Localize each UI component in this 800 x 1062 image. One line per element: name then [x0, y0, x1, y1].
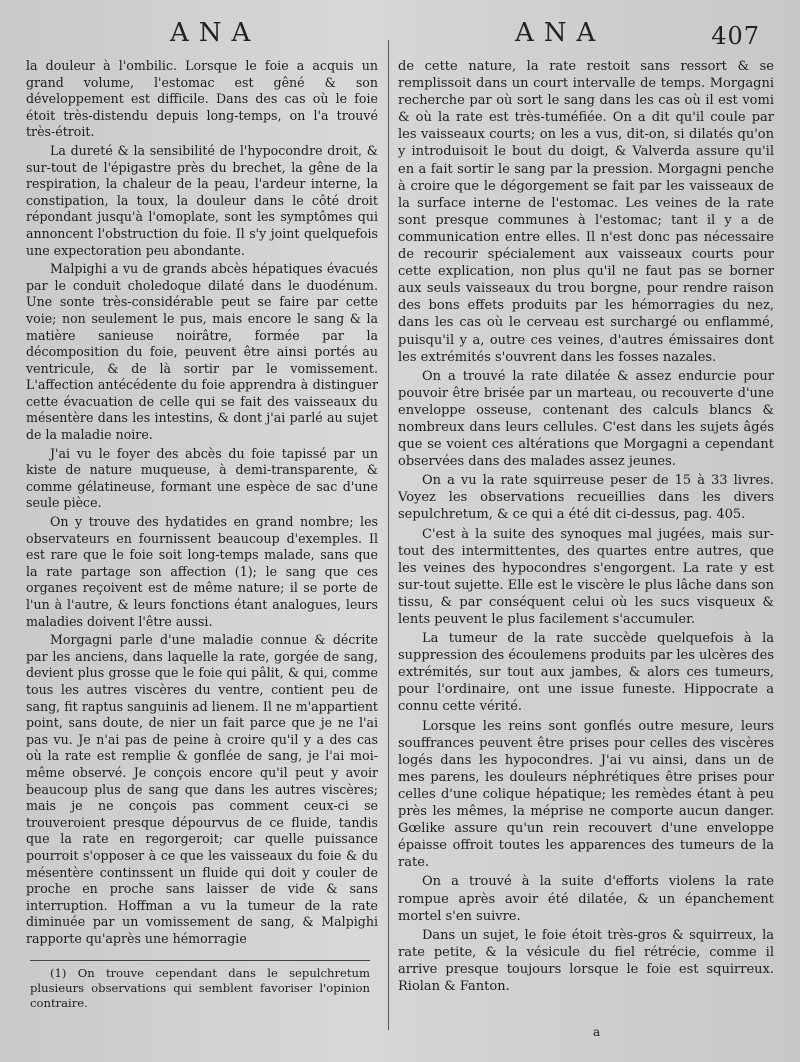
paragraph: On a trouvé la rate dilatée & assez endurcie pour pouvoir être brisée par un marteau, ou recouverte d'une enveloppe osseuse, contenant des calculs blancs & nombreux dans leurs cellules. C'est dans les sujets âgés que se voient ces altérations que Morgagni a cependant observées dans des malades assez jeunes.: [398, 368, 774, 470]
paragraph: Malpighi a vu de grands abcès hépatiques évacués par le conduit choledoque dilaté dans le duodénum. Une sonte très-considérable peut se faire par cette voie; non seulement le pus, mais encore le sang & la matière sanieuse noirâtre, formée par la décomposition du foie, peuvent être ainsi portés au ventricule, & de là sortir par le vomissement. L'affection antécédente du foie apprendra à distinguer cette évacuation de celle qui se fait des vaisseaux du mésentère dans les intestins, & dont j'ai parlé au sujet de la maladie noire.: [26, 261, 378, 443]
paragraph: J'ai vu le foyer des abcès du foie tapissé par un kiste de nature muqueuse, à demi-transparente, & comme gélatineuse, formant une espèce de sac d'une seule pièce.: [26, 445, 378, 511]
running-head-right: ANA: [515, 18, 606, 48]
paragraph: Morgagni parle d'une maladie connue & décrite par les anciens, dans laquelle la rate, gorgée de sang, devient plus grosse que le foie qui pâlit, & qui, comme tous les autres viscères du ventre, contient peu de sang, fit raptus sanguinis ad lienem. Il ne m'appartient point, sans doute, de nier un fait parce que je ne l'ai pas vu. Je n'ai pas de peine à croire qu'il y a des cas où la rate est remplie & gonflée de sang, je l'ai moi-même observé. Je conçois encore qu'il peut y avoir beaucoup plus de sang que dans les autres viscères; mais je ne conçois pas comment ceux-ci se trouveroient presque dépourvus de ce fluide, tandis que la rate en regorgeroit; car quelle puissance pourroit s'opposer à ce que les vaisseaux du foie & du mésentère continssent un fluide qui doit y couler de proche en proche sans laisser de vide & sans interruption. Hoffman a vu la tumeur de la rate diminuée par un vomissement de sang, & Malpighi rapporte qu'après une hémorragie: [26, 632, 378, 946]
footnote: [30, 966, 370, 1011]
paragraph: de cette nature, la rate restoit sans ressort & se remplissoit dans un court intervalle de temps. Morgagni recherche par où sort le sang dans les cas où il est vomi & où la rate est très-tuméfiée. On a dit qu'il coule par les vaisseaux courts; on les a vus, dit-on, si dilatés qu'on y introduisoit le bout du doigt, & Valverda assure qu'il en a fait sortir le sang par la pression. Morgagni penche à croire que le dégorgement se fait par les vaisseaux de la surface interne de l'estomac. Les veines de la rate sont presque communes à l'estomac; tant il y a de communication entre elles. Il n'est donc pas nécessaire de recourir spécialement aux vaisseaux courts pour cette explication, non plus qu'il ne faut pas se borner aux seuls vaisseaux du trou borgne, pour rendre raison des bons effets produits par les hémorragies du nez, dans les cas où le cerveau est surchargé ou enflammé, puisqu'il y a, outre ces veines, d'autres émissaires dont les extrémités s'ouvrent dans les fosses nazales.: [398, 59, 774, 365]
footnote-rule: [30, 960, 370, 961]
paragraph: On y trouve des hydatides en grand nombre; les observateurs en fournissent beaucoup d'exemples. Il est rare que le foie soit long-temps malade, sans que la rate partage son affection (1); le sang que ces organes reçoivent est de même nature; il se porte de l'un à l'autre, & leurs fonctions étant analogues, leurs maladies doivent l'être aussi.: [26, 514, 378, 629]
paragraph: Dans un sujet, le foie étoit très-gros & squirreux, la rate petite, & la vésicule du fiel rétrécie, comme il arrive presque toujours lorsque le foie est squirreux. Riolan & Fanton.: [398, 927, 774, 994]
column-divider: [388, 40, 389, 1030]
paragraph: La dureté & la sensibilité de l'hypocondre droit, & sur-tout de l'épigastre près du brechet, la gêne de la respiration, la chaleur de la peau, l'ardeur interne, la constipation, la toux, la douleur dans le côté droit répondant jusqu'à l'omoplate, sont les symptômes qui annoncent l'obstruction du foie. Il s'y joint quelquefois une expectoration peu abondante.: [26, 142, 378, 258]
signature-mark: a: [593, 1025, 601, 1039]
right-column: [398, 58, 774, 997]
paragraph: La tumeur de la rate succède quelquefois à la suppression des écoulemens produits par les ulcères des extrémités, sur tout aux jambes, & alors ces tumeurs, pour l'ordinaire, ont une issue funeste. Hippocrate a connu cette vérité.: [398, 631, 774, 715]
paragraph: la douleur à l'ombilic. Lorsque le foie a acquis un grand volume, l'estomac est gêné & son développement est difficile. Dans des cas où le foie étoit très-distendu depuis long-temps, on l'a trouvé très-étroit.: [26, 58, 378, 140]
page-number: 407: [711, 22, 760, 50]
left-column: [26, 58, 378, 949]
footnote-text: (1) On trouve cependant dans le sepulchretum plusieurs observations qui semblent favoriser l'opinion contraire.: [30, 966, 370, 1010]
paragraph: C'est à la suite des synoques mal jugées, mais sur-tout des intermittentes, des quartes entre autres, que les veines des hypocondres s'engorgent. La rate y est sur-tout sujette. Elle est le viscère le plus lâche dans son tissu, & par conséquent celui où les sucs visqueux & lents peuvent le plus facilement s'accumuler.: [398, 526, 774, 627]
paragraph: On a vu la rate squirreuse peser de 15 à 33 livres. Voyez les observations recueillies dans les divers sepulchretum, & ce qui a été dit ci-dessus, pag. 405.: [398, 473, 774, 523]
running-head-left: ANA: [170, 18, 261, 48]
paragraph: On a trouvé à la suite d'efforts violens la rate rompue après avoir été dilatée, & un épanchement mortel s'en suivre.: [398, 874, 774, 924]
paragraph: Lorsque les reins sont gonflés outre mesure, leurs souffrances peuvent être prises pour celles des viscères logés dans les hypocondres. J'ai vu ainsi, dans un de mes parens, les douleurs néphrétiques être prises pour celles d'une colique hépatique; les remèdes étant à peu près les mêmes, la méprise ne comporte aucun danger. Gœlike assure qu'un rein recouvert d'une enveloppe épaisse offroit toutes les apparences des tumeurs de la rate.: [398, 718, 774, 871]
